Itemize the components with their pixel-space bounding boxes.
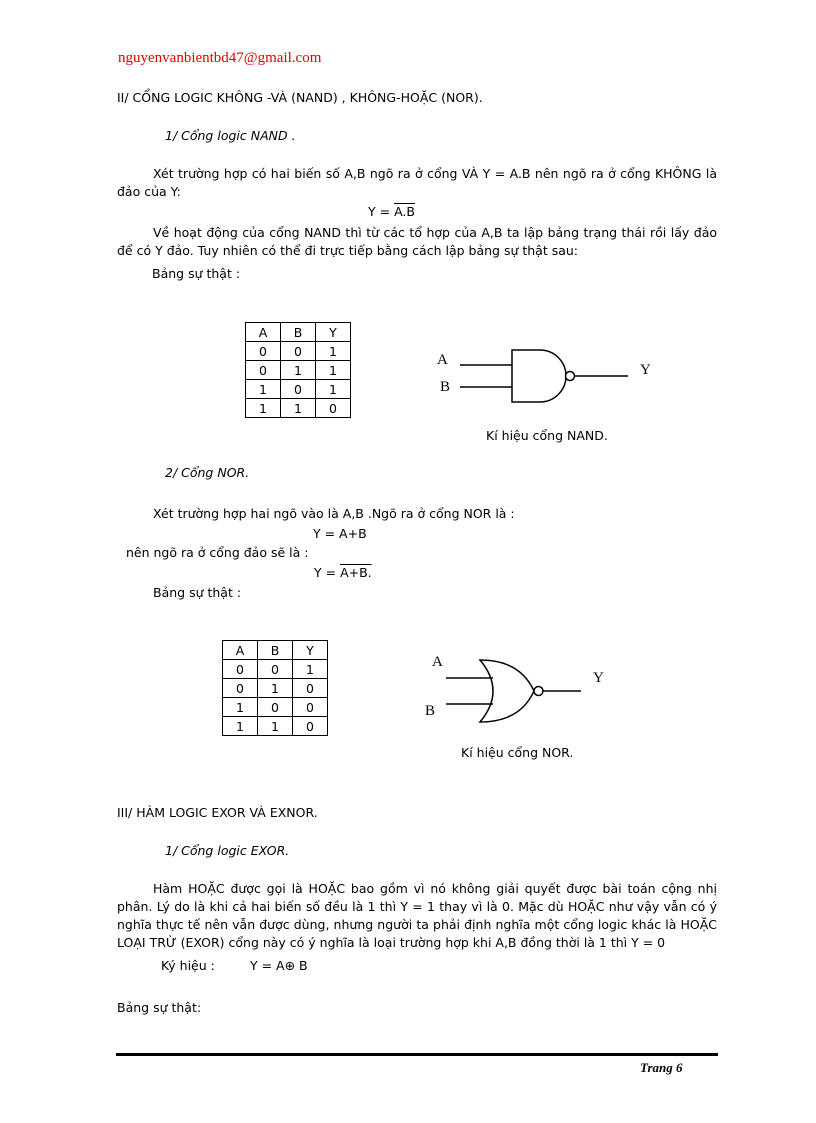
table-cell: 0 xyxy=(246,361,281,380)
table-cell: 1 xyxy=(316,380,351,399)
table-row xyxy=(223,698,328,717)
nor-equation-2 xyxy=(314,565,372,580)
nor-input-a-label: A xyxy=(432,654,443,670)
nand-paragraph-1: Xét trường hợp có hai biến số A,B ngõ ra ở cổng VÀ Y = A.B nên ngõ ra ở cổng KHÔNG là đảo của Y: xyxy=(117,166,717,199)
nand-equation xyxy=(368,204,415,219)
table-header-row xyxy=(246,323,351,342)
table-row xyxy=(246,399,351,418)
author-email: nguyenvanbientbd47@gmail.com xyxy=(118,50,322,66)
table-cell: 0 xyxy=(258,698,293,717)
table-cell: 1 xyxy=(293,660,328,679)
table-cell: 1 xyxy=(223,717,258,736)
footer-rule xyxy=(116,1053,718,1056)
exor-heading: 1/ Cổng logic EXOR. xyxy=(165,843,290,858)
table-cell: 1 xyxy=(281,361,316,380)
nor-eq2-expr: A+B. xyxy=(340,565,372,580)
nand-gate-symbol xyxy=(430,340,660,410)
nor-paragraph-1: Xét trường hợp hai ngõ vào là A,B .Ngõ ra ở cổng NOR là : xyxy=(153,506,515,521)
nand-input-b-label: B xyxy=(440,379,451,395)
nor-gate-body xyxy=(480,660,534,722)
table-cell: 1 xyxy=(281,399,316,418)
table-row xyxy=(246,380,351,399)
table-row xyxy=(246,361,351,380)
table-cell: 1 xyxy=(258,679,293,698)
nor-eq2-prefix: Y = xyxy=(314,565,341,580)
table-header: Y xyxy=(316,323,351,342)
table-cell: 1 xyxy=(246,380,281,399)
table-cell: 0 xyxy=(281,342,316,361)
table-header: B xyxy=(258,641,293,660)
nand-paragraph-2: Về hoạt động của cổng NAND thì từ các tổ hợp của A,B ta lập bảng trạng thái rồi lấy đảo để có Y đảo. Tuy nhiên có thể đi trực tiếp bằng cách lập bảng sự thật sau: xyxy=(117,225,717,258)
nor-paragraph-2: nên ngõ ra ở cổng đảo sẽ là : xyxy=(126,545,309,560)
nand-heading: 1/ Cổng logic NAND . xyxy=(165,128,296,143)
table-cell: 0 xyxy=(246,342,281,361)
nor-caption: Kí hiệu cổng NOR. xyxy=(461,745,574,760)
nand-eq-prefix: Y = xyxy=(368,204,395,219)
page-number: Trang 6 xyxy=(640,1060,683,1075)
table-header-row xyxy=(223,641,328,660)
exor-symbol-label: Ký hiệu : xyxy=(161,958,215,973)
exor-paragraph: Hàm HOẶC được gọi là HOẶC bao gồm vì nó không giải quyết được bài toán cộng nhị phân. Lý do là khi cả hai biến số đều là 1 thì Y = 1 thay vì là 0. Mặc dù HOẶC như vậy vẫn có ý nghĩa thực tế nên vẫn được dùng, nhưng người ta phải định nghĩa một cổng logic khác là HOẶC LOẠI TRỪ (EXOR) cổng này có ý nghĩa là loại trường hợp khi A,B đồng thời là 1 thì Y = 0 xyxy=(117,881,717,950)
table-cell: 0 xyxy=(258,660,293,679)
table-cell: 0 xyxy=(293,717,328,736)
table-header: B xyxy=(281,323,316,342)
table-row xyxy=(223,679,328,698)
table-row xyxy=(223,717,328,736)
table-header: Y xyxy=(293,641,328,660)
nand-table-label: Bảng sự thật : xyxy=(152,266,241,281)
table-cell: 0 xyxy=(223,679,258,698)
table-row xyxy=(223,660,328,679)
table-cell: 0 xyxy=(293,679,328,698)
nor-heading: 2/ Cổng NOR. xyxy=(165,465,250,480)
table-cell: 1 xyxy=(223,698,258,717)
nor-input-b-label: B xyxy=(425,703,436,719)
table-cell: 1 xyxy=(316,342,351,361)
nor-output-label: Y xyxy=(593,670,604,686)
section-3-title: III/ HÀM LOGIC EXOR VÀ EXNOR. xyxy=(117,805,318,820)
table-cell: 1 xyxy=(258,717,293,736)
nor-table-label: Bảng sự thật : xyxy=(153,585,242,600)
nand-eq-expr: A.B xyxy=(394,204,415,219)
exor-symbol-equation: Y = A⊕ B xyxy=(250,958,308,973)
nand-inverter-bubble xyxy=(566,372,575,381)
nand-input-a-label: A xyxy=(437,352,448,368)
table-row xyxy=(246,342,351,361)
nand-truth-table xyxy=(245,322,351,418)
table-cell: 1 xyxy=(316,361,351,380)
exor-table-label: Bảng sự thật: xyxy=(117,1000,202,1015)
table-cell: 0 xyxy=(316,399,351,418)
nor-truth-table xyxy=(222,640,328,736)
table-cell: 0 xyxy=(293,698,328,717)
table-cell: 1 xyxy=(246,399,281,418)
nor-equation-1: Y = A+B xyxy=(313,526,367,541)
table-cell: 0 xyxy=(281,380,316,399)
nor-inverter-bubble xyxy=(534,687,543,696)
nand-gate-body xyxy=(512,350,566,402)
table-header: A xyxy=(246,323,281,342)
nand-output-label: Y xyxy=(640,362,651,378)
table-cell: 0 xyxy=(223,660,258,679)
table-header: A xyxy=(223,641,258,660)
nand-caption: Kí hiệu cổng NAND. xyxy=(486,428,608,443)
section-2-title: II/ CỔNG LOGIC KHÔNG -VÀ (NAND) , KHÔNG-HOẶC (NOR). xyxy=(117,90,483,105)
